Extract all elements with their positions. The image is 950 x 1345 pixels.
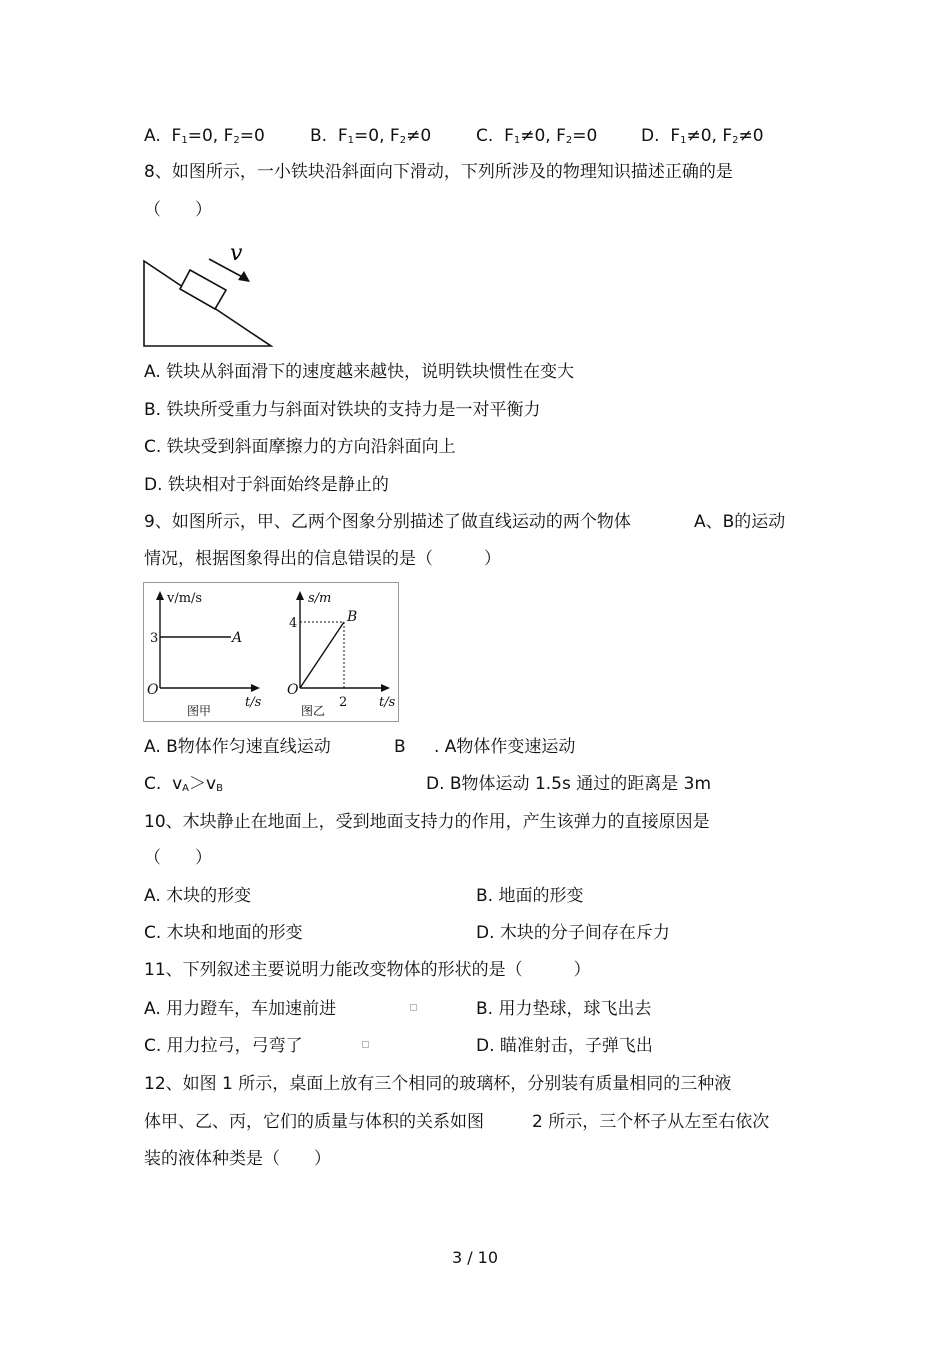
q10-answer-paren: （ ） [144,848,212,868]
series-b-label: B [347,609,358,625]
q12-line3: 装的液体种类是（ ） [144,1149,331,1169]
series-b-line [300,622,344,688]
q10-stem: 10、木块静止在地面上，受到地面支持力的作用，产生该弹力的直接原因是 [144,812,710,832]
right-x-label: t/s [379,695,396,710]
q9-stem-line1: 9、如图所示，甲、乙两个图象分别描述了做直线运动的两个物体 [144,512,631,532]
graph-right [287,591,396,718]
q9-option-b: . A物体作变速运动 [434,737,576,757]
right-origin: O [287,682,299,698]
q12-line1: 12、如图 1 所示，桌面上放有三个相同的玻璃杯，分别装有质量相同的三种液 [144,1074,732,1094]
q8-answer-paren: （ ） [144,200,212,220]
graph-left [147,591,262,718]
q11-option-b: B. 用力垫球，球飞出去 [476,999,652,1019]
q10-option-b: B. 地面的形变 [476,886,584,906]
left-y-tick: 3 [150,631,159,646]
right-x-arrow [381,684,390,692]
q9-option-c: C. $v_A>v_B$ [144,774,223,794]
q11-stem: 11、下列叙述主要说明力能改变物体的形状的是（ ） [144,960,591,980]
left-origin: O [147,682,159,698]
q11-option-d: D. 瞄准射击，子弹飞出 [476,1036,653,1056]
scan-artifact-mark [362,1041,369,1048]
incline-figure [140,243,280,349]
q9-stem-line1-tail: A、B的运动 [694,512,786,532]
q12-line2a: 体甲、乙、丙，它们的质量与体积的关系如图 [144,1112,484,1132]
q11-option-c: C. 用力拉弓，弓弯了 [144,1036,303,1056]
q9-stem-line2: 情况，根据图象得出的信息错误的是（ ） [144,549,501,569]
q8-option-d: D. 铁块相对于斜面始终是静止的 [144,475,389,495]
page-number: 3 / 10 [451,1248,499,1267]
q7-option-c: C. $F_1\ne 0$, $F_2=0$ [476,126,598,146]
q8-option-a: A. 铁块从斜面滑下的速度越来越快，说明铁块惯性在变大 [144,362,575,382]
right-y-arrow [296,591,304,600]
q9-option-d: D. B物体运动 1.5s 通过的距离是 3m [426,774,712,794]
q8-stem: 8、如图所示，一小铁块沿斜面向下滑动，下列所涉及的物理知识描述正确的是 [144,162,733,182]
q9-option-a: A. B物体作匀速直线运动 [144,737,331,757]
q10-option-a: A. 木块的形变 [144,886,252,906]
q7-option-a: A. $F_1=0$, $F_2=0$ [144,126,265,146]
left-x-label: t/s [245,695,262,710]
right-x-tick: 2 [339,695,348,710]
velocity-label: v [230,243,243,266]
q12-line2b: 2 所示，三个杯子从左至右依次 [532,1112,770,1132]
scan-artifact-mark [410,1004,417,1011]
q11-option-a: A. 用力蹬车，车加速前进 [144,999,337,1019]
left-y-arrow [156,591,164,600]
q7-option-d: D. $F_1\ne 0$, $F_2\ne 0$ [641,126,764,146]
q9-option-b-letter: B [394,737,406,757]
iron-block [180,270,226,309]
right-caption: 图乙 [301,704,326,718]
q9-graphs-figure [143,582,399,722]
q8-option-c: C. 铁块受到斜面摩擦力的方向沿斜面向上 [144,437,456,457]
series-a-label: A [232,630,243,646]
q10-option-d: D. 木块的分子间存在斥力 [476,923,670,943]
right-y-tick: 4 [289,616,298,631]
q10-option-c: C. 木块和地面的形变 [144,923,303,943]
left-caption: 图甲 [187,704,212,718]
left-y-label: v/m/s [167,591,203,606]
q7-option-b: B. $F_1=0$, $F_2\ne 0$ [310,126,432,146]
left-x-arrow [251,684,260,692]
q8-option-b: B. 铁块所受重力与斜面对铁块的支持力是一对平衡力 [144,400,541,420]
velocity-arrow-head [238,271,250,282]
right-y-label: s/m [308,591,332,606]
